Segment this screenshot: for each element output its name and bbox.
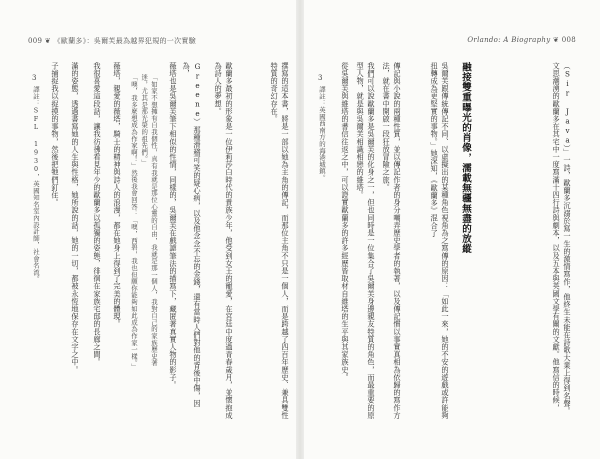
right-running-header [467,36,576,44]
left-paragraph-1: 撰寫的這本書，將是一部以她為主角的傳記，而那位主角不只是一個人，而是跨越了四百年歷史、兼具雙性特質的奇幻存在。 [270,62,290,420]
left-header-ornament: ❦ [44,37,51,45]
section-heading: 融接雙重曝光的肖像，濡載無疆無盡的放縱 [460,62,471,254]
right-body-paragraph-2: 傳記與小說的兩種性質，並以傳記作者的身分嘲弄歷史學者的執著，以及傳記慣以事實真相為依歸的寫作方法，就在書中開啟一段狂放冒險之旅。 [382,62,402,420]
left-paragraph-4: 薇塔也是吳爾芙筆下相似的性情，同樣的，吳爾芙在戲謔筆法的描寫下，藏匿著真實人物的影子。 [169,62,178,389]
right-header-ornament: ❦ [553,36,560,44]
right-header-title: Orlando: A Biography [467,36,551,44]
left-paragraph-6: 我很喜愛這段話，讓我彷彿看見年少的歐蘭多以孤獨的姿態，徘徊在家族宅邸的長廊之間。 [93,62,102,366]
right-footnote-number: 3 [318,74,323,82]
left-paragraph-3: Greene）那種滑稽可笑的疑心病，以及他念念不忘的金錢，還有當時人們對他的背後中傷，因為， [182,62,202,408]
left-running-header [28,36,196,46]
left-paragraph-8: 子捕捉我以捉摸的事物，然後把牠們釘住。 [51,62,60,207]
right-footnote-text: 譯註：英國西南方的海港城鎮。 [318,86,326,182]
right-body-paragraph-3: 我們可以說歐蘭多是吳爾芙的化身之一，但也同時是一位集合了吳爾芙身邊親友特質的角色，而最重要的原型人物，就是與吳爾芙相識相戀的維塔。 [356,62,376,420]
left-footnote-text: 譯註：SFL 1930，英國知名室內設計師，社會名流。 [32,86,40,283]
left-header-title: 《歐蘭多》：吳爾芙最為越界犯規的一次實驗 [53,37,196,45]
left-page-number: 009 [28,37,43,45]
left-block-quote-1: 「如家不想擁有自我個性，真有我就是那位心靈的自由，我就是那一個人，我對自己的家族歷史著迷，尤其是那光榮的祖先們。」 [140,74,158,367]
right-intro-paragraph: （Sir Java）」一詩，歐蘭多沉溺於寫一生的激情寫作，他終生未能在詩歌大業上得到名聲。文思潮湧的歐蘭多在其宅中一度寫滿十四行詩與劇本，以及五本與英國文學有關的文獻。他寫信的時候， [552,62,572,415]
left-footnote-number: 3 [32,74,37,82]
left-block-quote-2: 「噢，我多麼想成為作家啊！」然後我會回答：「噢，西碧，我也但願你能夠如此成為作家一樣。」 [130,74,138,370]
left-paragraph-7: 滿的姿態，透過書寫她的人生與性格，她所說的話，她的一切，都被永恆地保存在文字之中。 [71,62,80,374]
right-body-paragraph-1: 吳爾芙跟傳統傳記不同、以虛擬出的某種角色視角為之寫傳的原因：「如此一來，她的不安的遊戲或許能夠扭轉成為更堅實的事物。」她深知，《歐蘭多》混合了 [430,62,450,420]
book-gutter [296,0,304,459]
right-body-paragraph-4: 從吳爾芙與維塔的書信往返之中，可以證實歐蘭多的許多經歷皆取材自維塔的生平與其家族史。 [341,62,350,382]
left-paragraph-5: 薇塔，親愛的薇塔，騎士的精神與詩人的浪漫，都在她身上得到了完美的體現。 [113,62,122,328]
left-paragraph-2: 歐蘭多最初的形象是一位伊莉莎白時代的貴族少年，他受到女王的寵愛，在宮廷中度過青春歲月，並懷抱成為詩人的夢想。 [214,62,234,420]
right-page-number: 008 [561,36,576,44]
